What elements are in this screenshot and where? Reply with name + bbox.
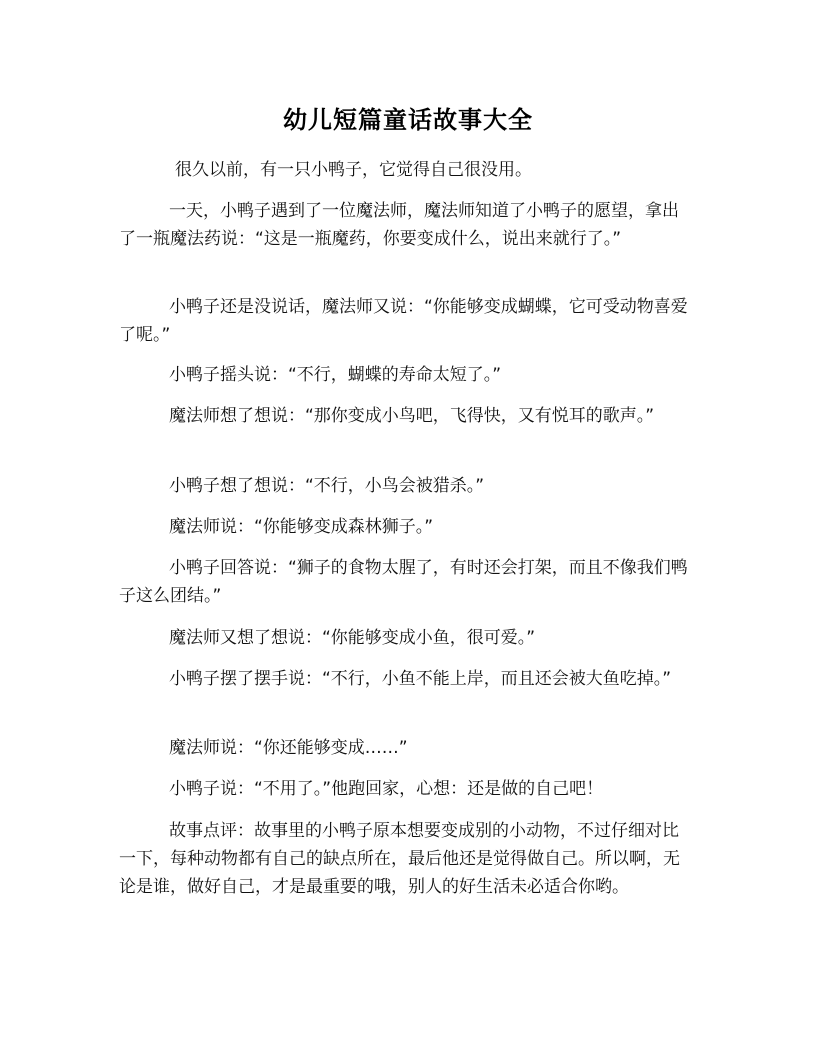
paragraph-5: 魔法师想了想说：“那你变成小鸟吧，飞得快，又有悦耳的歌声。” (169, 406, 655, 426)
paragraph-11: 魔法师说：“你还能够变成……” (169, 738, 408, 758)
paragraph-1: 很久以前，有一只小鸭子，它觉得自己很没用。 (175, 160, 532, 180)
paragraph-10: 小鸭子摆了摆手说：“不行，小鱼不能上岸，而且还会被大鱼吃掉。” (169, 669, 672, 689)
paragraph-6: 小鸭子想了想说：“不行，小鸟会被猎杀。” (169, 476, 485, 496)
paragraph-2: 一天，小鸭子遇到了一位魔法师，魔法师知道了小鸭子的愿望，拿出了一瓶魔法药说：“这是一瓶魔药，你要变成什么，说出来就行了。” (119, 201, 679, 249)
paragraph-9: 魔法师又想了想说：“你能够变成小鱼，很可爱。” (169, 628, 536, 648)
paragraph-8: 小鸭子回答说：“狮子的食物太腥了，有时还会打架，而且不像我们鸭子这么团结。” (119, 558, 688, 606)
page-title: 幼儿短篇童话故事大全 (283, 106, 533, 134)
paragraph-7: 魔法师说：“你能够变成森林狮子。” (169, 517, 434, 537)
paragraph-13: 故事点评：故事里的小鸭子原本想要变成别的小动物，不过仔细对比一下，每种动物都有自己的缺点所在，最后他还是觉得做自己。所以啊，无论是谁，做好自己，才是最重要的哦，别人的好生活未必适合你哟。 (119, 821, 680, 897)
paragraph-4: 小鸭子摇头说：“不行，蝴蝶的寿命太短了。” (169, 365, 502, 385)
paragraph-12: 小鸭子说：“不用了。”他跑回家，心想：还是做的自己吧！ (169, 779, 604, 799)
paragraph-3: 小鸭子还是没说话，魔法师又说：“你能够变成蝴蝶，它可受动物喜爱了呢。” (119, 297, 688, 345)
